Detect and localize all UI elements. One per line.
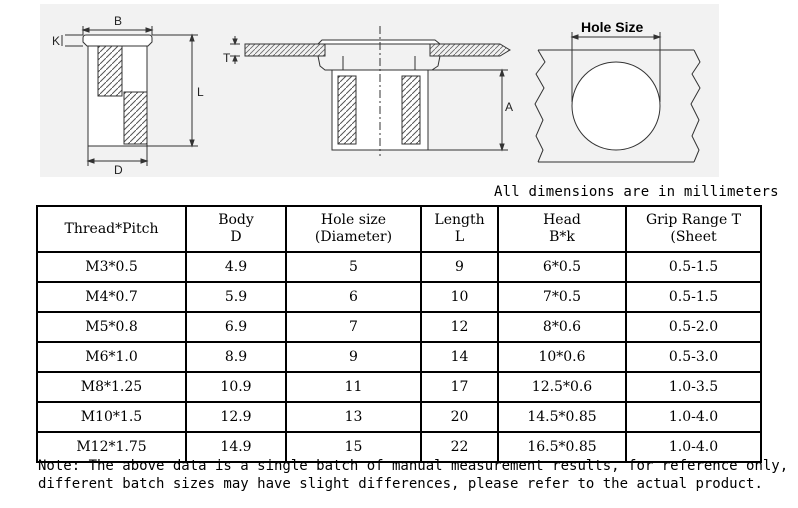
table-cell: 6.9 [186,312,286,342]
label-K: K [52,34,61,48]
table-row [37,282,761,312]
table-cell: 9 [421,252,498,282]
table-row [37,312,761,342]
table-row [37,342,761,372]
table-body [37,252,761,462]
column-header-line2: L [454,229,465,245]
column-header [286,206,421,252]
table-cell: 17 [421,372,498,402]
table-cell: 15 [286,432,421,462]
note-line-1: Note: The above data is a single batch of manual measurement results, for reference only, [38,458,789,474]
column-header [37,206,186,252]
column-header-line1: Body [218,212,254,228]
table-cell: 11 [286,372,421,402]
technical-drawing-band [40,4,719,177]
table-cell: 5 [286,252,421,282]
table-cell: 6 [286,282,421,312]
column-header-line1: Thread*Pitch [64,220,159,237]
hole-size-label: Hole Size [581,19,644,35]
table-cell: 9 [286,342,421,372]
column-header [186,206,286,252]
table-cell: 12 [421,312,498,342]
table-cell: 8*0.6 [498,312,626,342]
table-cell: M5*0.8 [37,312,186,342]
specification-table [36,205,762,463]
table-cell: 12.5*0.6 [498,372,626,402]
table-cell: 7 [286,312,421,342]
hole-size-drawing [535,32,700,162]
label-L: L [197,85,204,99]
table-cell: 22 [421,432,498,462]
column-header [498,206,626,252]
table-cell: 6*0.5 [498,252,626,282]
table-cell: 10*0.6 [498,342,626,372]
disclaimer-note [38,457,788,493]
column-header [421,206,498,252]
table-cell: 4.9 [186,252,286,282]
column-header-line2: D [230,229,242,245]
table-cell: 0.5-2.0 [626,312,761,342]
table-cell: 0.5-1.5 [626,252,761,282]
column-header [626,206,761,252]
label-A: A [505,100,514,114]
column-header-line2: (Diameter) [314,229,393,245]
rivet-nut-drawing [40,4,719,177]
note-line-2: different batch sizes may have slight differences, please refer to the actual product. [38,476,763,492]
table-cell: M4*0.7 [37,282,186,312]
table-cell: 16.5*0.85 [498,432,626,462]
table-cell: 14.9 [186,432,286,462]
table-cell: 7*0.5 [498,282,626,312]
installed-section-drawing [230,26,510,156]
table-cell: 8.9 [186,342,286,372]
table-cell: 1.0-4.0 [626,432,761,462]
column-header-line2: (Sheet [670,229,717,245]
units-caption: All dimensions are in millimeters [494,184,779,200]
table-row [37,402,761,432]
column-header-line1: Head [543,212,581,228]
column-header-line1: Grip Range T [645,212,742,228]
table-cell: 12.9 [186,402,286,432]
table-cell: 20 [421,402,498,432]
label-D: D [114,163,123,177]
table-header-row [37,206,761,252]
table-cell: 1.0-3.5 [626,372,761,402]
table-cell: 14 [421,342,498,372]
table-cell: M10*1.5 [37,402,186,432]
label-B: B [114,14,123,28]
table-cell: M3*0.5 [37,252,186,282]
table-cell: 5.9 [186,282,286,312]
table-row [37,372,761,402]
table-cell: 10.9 [186,372,286,402]
table-cell: 14.5*0.85 [498,402,626,432]
column-header-line2: B*k [549,229,575,245]
table-cell: 13 [286,402,421,432]
column-header-line1: Hole size [320,212,387,228]
side-view-drawing [62,26,198,166]
table-cell: M6*1.0 [37,342,186,372]
table-row [37,252,761,282]
table-cell: M12*1.75 [37,432,186,462]
column-header-line1: Length [434,212,485,228]
table-cell: 1.0-4.0 [626,402,761,432]
table-cell: 0.5-1.5 [626,282,761,312]
table-cell: 10 [421,282,498,312]
table-cell: M8*1.25 [37,372,186,402]
table-cell: 0.5-3.0 [626,342,761,372]
label-T: T [223,51,231,65]
